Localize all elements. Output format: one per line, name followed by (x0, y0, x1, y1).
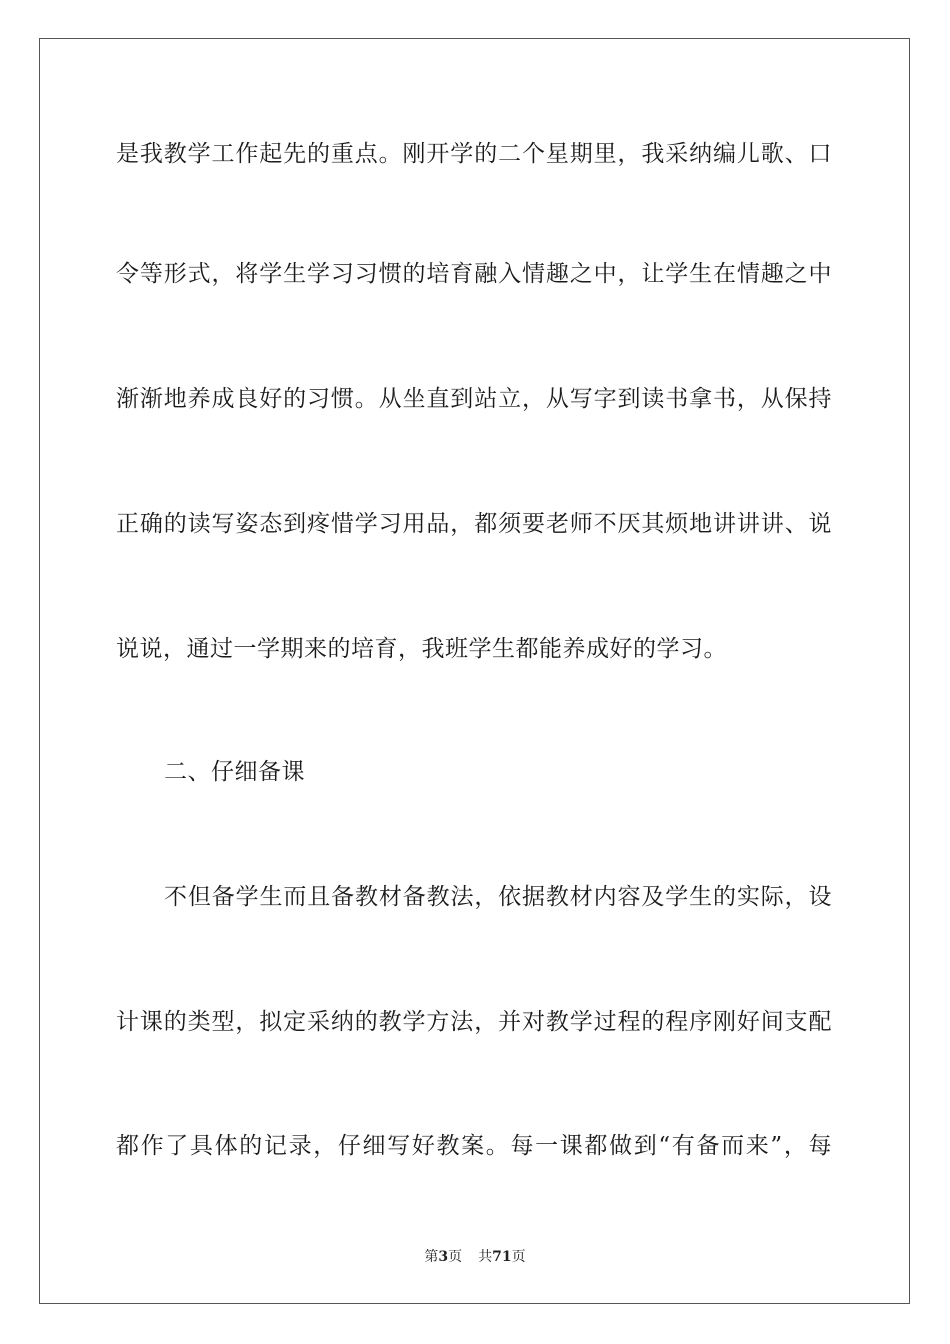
total-pages: 71 (492, 1249, 512, 1265)
body-line-5: 说说，通过一学期来的培育，我班学生都能养成好的学习。 (116, 636, 727, 662)
body-line-3: 渐渐地养成良好的习惯。从坐直到站立，从写字到读书拿书，从保持 (116, 386, 832, 412)
body-line-2: 令等形式，将学生学习习惯的培育融入情趣之中，让学生在情趣之中 (116, 261, 832, 287)
body-line-4: 正确的读写姿态到疼惜学习用品，都须要老师不厌其烦地讲讲讲、说 (116, 511, 832, 537)
page-number: 3 (438, 1249, 449, 1265)
page-suffix: 页 (448, 1249, 463, 1265)
total-prefix: 共 (478, 1249, 493, 1265)
para2-line-1: 不但备学生而且备教材备教法，依据教材内容及学生的实际，设 (164, 884, 832, 910)
page-prefix: 第 (424, 1249, 439, 1265)
page-border (39, 38, 910, 1304)
section-heading: 二、仔细备课 (164, 759, 305, 785)
total-suffix: 页 (511, 1249, 526, 1265)
body-line-1: 是我教学工作起先的重点。刚开学的二个星期里，我采纳编儿歌、口 (116, 141, 832, 167)
para2-line-2: 计课的类型，拟定采纳的教学方法，并对教学过程的程序刚好间支配 (116, 1009, 832, 1035)
para2-line-3: 都作了具体的记录，仔细写好教案。每一课都做到“有备而来”，每 (116, 1133, 832, 1159)
page-footer (0, 1248, 950, 1266)
